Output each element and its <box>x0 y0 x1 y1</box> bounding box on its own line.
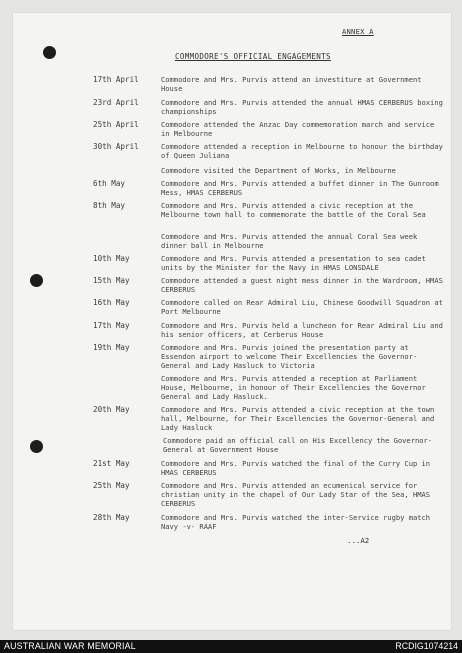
punch-hole <box>43 46 56 59</box>
entry-date: 16th May <box>93 298 130 307</box>
entry-text: Commodore visited the Department of Works, in Melbourne <box>161 166 396 175</box>
entry-date: 20th May <box>93 405 130 414</box>
entry-date: 17th April <box>93 75 139 84</box>
entry-date: 23rd April <box>93 98 139 107</box>
entry-date: 6th May <box>93 179 126 188</box>
entry-date: 25th April <box>93 120 139 129</box>
entry-date: 10th May <box>93 254 130 263</box>
annex-label: ANNEX A <box>342 27 374 36</box>
entry-date: 30th April <box>93 142 139 151</box>
punch-hole <box>30 440 43 453</box>
entry-text: Commodore and Mrs. Purvis attended a presentation to sea cadet units by the Minister for the Navy in HMAS LONSDALE <box>161 254 426 273</box>
footer-institution: AUSTRALIAN WAR MEMORIAL <box>4 641 136 651</box>
entry-text: Commodore and Mrs. Purvis attended an ecumenical service for christian unity in the chapel of Our Lady Star of the Sea, HMAS CERBERUS <box>161 481 431 509</box>
entry-text: Commodore and Mrs. Purvis attended a civic reception at the Melbourne town hall to commemorate the battle of the Coral Sea <box>161 201 426 220</box>
entry-date: 15th May <box>93 276 130 285</box>
entry-text: Commodore and Mrs. Purvis attended the annual HMAS CERBERUS boxing championships <box>161 98 443 117</box>
entry-date: 8th May <box>93 201 126 210</box>
archive-footer <box>0 640 462 653</box>
entry-date: 28th May <box>93 513 130 522</box>
entry-text: Commodore and Mrs. Purvis attend an investiture at Government House <box>161 75 422 94</box>
entry-date: 19th May <box>93 343 130 352</box>
entry-text: Commodore attended a reception in Melbourne to honour the birthday of Queen Juliana <box>161 142 443 161</box>
entry-text: Commodore attended the Anzac Day commemoration march and service in Melbourne <box>161 120 435 139</box>
entry-text: Commodore and Mrs. Purvis watched the final of the Curry Cup in HMAS CERBERUS <box>161 459 431 478</box>
entry-text: Commodore and Mrs. Purvis attended a buffet dinner in The Gunroom Mess, HMAS CERBERUS <box>161 179 439 198</box>
entry-text: Commodore and Mrs. Purvis joined the presentation party at Essendon airport to welcome Their Excellencies the Governor-General and Lady Hasluck to Victoria <box>161 343 418 371</box>
entry-text: Commodore and Mrs. Purvis attended the annual Coral Sea week dinner ball in Melbourne <box>161 232 418 251</box>
entry-text: Commodore and Mrs. Purvis attended a reception at Parliament House, Melbourne, in honour of Their Excellencies the Governor General and Lady Hasluck. <box>161 374 426 402</box>
punch-hole <box>30 274 43 287</box>
entry-date: 17th May <box>93 321 130 330</box>
footer-record-id: RCDIG1074214 <box>395 641 458 651</box>
entry-text: Commodore called on Rear Admiral Liu, Chinese Goodwill Squadron at Port Melbourne <box>161 298 443 317</box>
continuation-page-ref: ...A2 <box>347 536 370 545</box>
entry-text: Commodore and Mrs. Purvis held a luncheon for Rear Admiral Liu and his senior officers, at Cerberus House <box>161 321 443 340</box>
entry-date: 25th May <box>93 481 130 490</box>
entry-text: Commodore paid an official call on His Excellency the Governor-General at Government House <box>163 436 433 455</box>
entry-text: Commodore and Mrs. Purvis watched the inter-Service rugby match Navy -v- RAAF <box>161 513 431 532</box>
entry-text: Commodore attended a guest night mess dinner in the Wardroom, HMAS CERBERUS <box>161 276 443 295</box>
document-page <box>13 13 451 630</box>
page-title: COMMODORE'S OFFICIAL ENGAGEMENTS <box>175 52 331 61</box>
entry-date: 21st May <box>93 459 130 468</box>
entry-text: Commodore and Mrs. Purvis attended a civic reception at the town hall, Melbourne, for Their Excellencies the Governor-General and Lady Hasluck <box>161 405 435 433</box>
